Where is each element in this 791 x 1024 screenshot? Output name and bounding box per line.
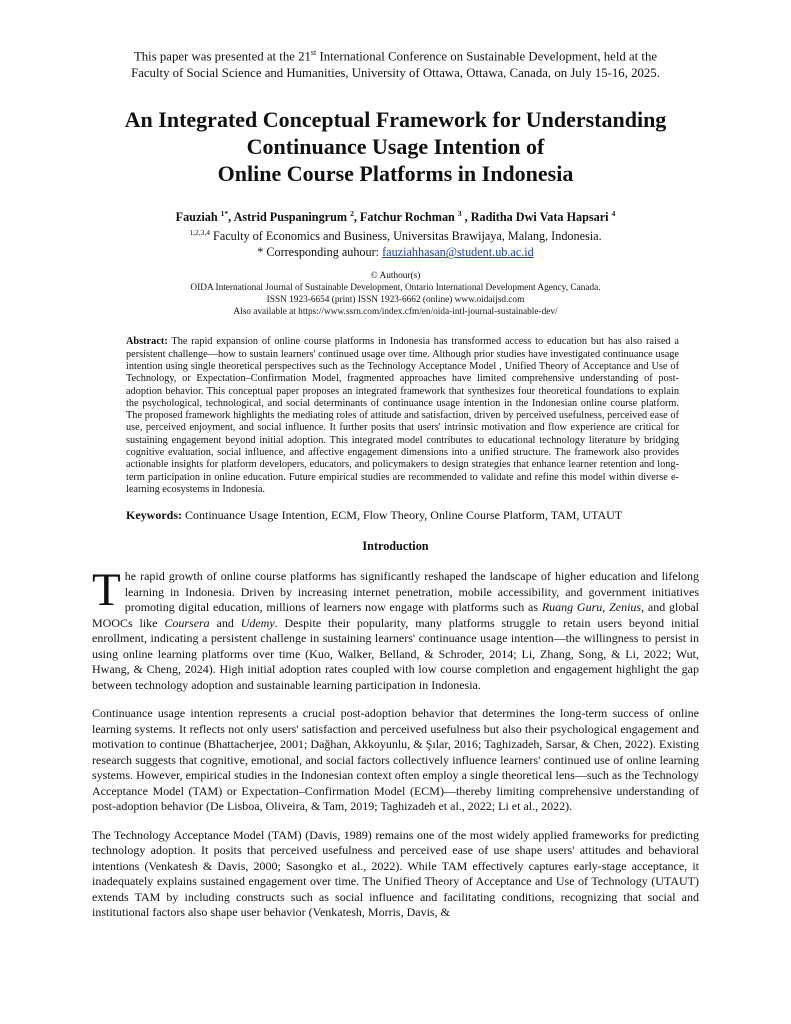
- journal-line: OIDA International Journal of Sustainable Development, Ontario International Development Agency, Canada.: [190, 283, 601, 294]
- conference-note-line1: This paper was presented at the 21st International Conference on Sustainable Development, held at the: [133, 48, 658, 64]
- paper-title: An Integrated Conceptual Framework for Understanding Continuance Usage Intention of Online Course Platforms in Indonesia: [124, 107, 667, 187]
- affiliation: $^{1,2,3,4}$ Faculty of Economics and Business, Universitas Brawijaya, Malang, Indonesia.: [189, 228, 602, 244]
- availability-line: Also available at https://www.ssrn.com/index.cfm/en/oida-intl-journal-sustainable-dev/: [233, 307, 558, 318]
- author-list: Fauziah $^{1*}$, Astrid Puspaningrum $^2$, Fatchur Rochman $^3$ , Raditha Dwi Vata Hapsari $^4$: [175, 209, 616, 225]
- keywords: [126, 508, 679, 523]
- intro-paragraph-1: The rapid growth of online course platforms has significantly reshaped the landscape of higher education and lifelong learning in Indonesia. Driven by increasing internet penetration, mobile accessibility, and government initiatives promoting digital education, millions of learners now engage with platforms such as Ruang Guru, Zenius, and global MOOCs like Coursera and Udemy. Despite their popularity, many platforms struggle to retain users beyond initial enrollment, indicating a persistent challenge in sustaining learners' continuance usage intention—the willingness to persist in using online learning platforms over time (Kuo, Walker, Belland, & Schroder, 2014; Li, Zhang, Song, & Li, 2022; Wut, Hwang, & Cheng, 2024). High initial adoption rates coupled with low course completion and engagement highlight the gap between technology adoption and sustainable learning participation in Indonesia.: [92, 564, 699, 692]
- intro-paragraph-3: The Technology Acceptance Model (TAM) (Davis, 1989) remains one of the most widely applied frameworks for predicting technology adoption. It posits that perceived usefulness and perceived ease of use shape users' attitudes and behavioral intentions (Venkatesh & Davis, 2000; Sasongko et al., 2022). While TAM effectively captures early-stage acceptance, it inadequately explains sustained engagement over time. The Unified Theory of Acceptance and Use of Technology (UTAUT) extends TAM by including constructs such as social influence and facilitating conditions, recognizing that social and institutional factors also shape user behavior (Venkatesh, Morris, Davis, &: [92, 827, 699, 920]
- corresponding-email-link[interactable]: fauziahhasan@student.ub.ac.id: [382, 245, 534, 260]
- keywords-label: Keywords:: [126, 508, 182, 523]
- issn-line: ISSN 1923-6654 (print) ISSN 1923-6662 (online) www.oidaijsd.com: [266, 295, 525, 306]
- section-heading-introduction: Introduction: [362, 539, 429, 554]
- corresponding-author: * Corresponding auhour: fauziahhasan@student.ub.ac.id: [257, 245, 534, 260]
- copyright-block: [92, 270, 699, 318]
- conference-note: [92, 44, 699, 82]
- keywords-text: Continuance Usage Intention, ECM, Flow Theory, Online Course Platform, TAM, UTAUT: [182, 508, 623, 523]
- intro-paragraph-2: Continuance usage intention represents a crucial post-adoption behavior that determines the long-term success of online learning systems. It reflects not only users' satisfaction and perceived usefulness but also their psychological engagement and motivation to continue (Bhattacherjee, 2001; Dağhan, Akkoyunlu, & Şılar, 2016; Taghizadeh, Sarsar, & Chen, 2022). Existing research suggests that cognitive, emotional, and social factors collectively influence learners' continued use of online learning systems. However, empirical studies in the Indonesian context often employ a single theoretical lens—such as the Technology Acceptance Model (TAM) or Expectation–Confirmation Model (ECM)—thereby limiting comprehensive understanding of post-adoption behavior (De Lisboa, Oliveira, & Tam, 2019; Taghizadeh et al., 2022; Li et al., 2022).: [92, 706, 699, 814]
- copyright-line: © Authour(s): [370, 271, 421, 282]
- abstract-text: The rapid expansion of online course platforms in Indonesia has transformed access to education but has also raised a persistent challenge—how to sustain learners' continued usage over time. Although prior studies have investigated continuance usage intention using single theoretical perspectives such as the Technology Acceptance Model , Unified Theory of Acceptance and Use of Technology, or Expectation–Confirmation Model, fragmented approaches have limited comprehensive understanding of post-adoption behavior. This conceptual paper proposes an integrated framework that synthesizes four theoretical foundations to explain the psychological, technological, and social determinants of continuance usage intention in the Indonesian online course platform. The proposed framework highlights the mediating roles of attitude and satisfaction, driven by perceived usefulness, perceived ease of use, perceived enjoyment, and social influence. It further posits that users' intrinsic motivation and flow experience are critical for sustaining engagement beyond initial adoption. This integrated model contributes to educational technology literature by bridging cognitive evaluation, social influence, and affective engagement dimensions into a unified structure. The framework also provides actionable insights for platform developers, educators, and policymakers to design strategies that enhance learner retention and long-term participation in online education. Future empirical studies are recommended to validate and refine this model within diverse e-learning ecosystems in Indonesia.: [126, 336, 679, 495]
- conference-note-line2: Faculty of Social Science and Humanities, University of Ottawa, Ottawa, Canada, on July 15-16, 2025.: [131, 66, 660, 81]
- abstract: [126, 336, 679, 496]
- drop-cap: T: [92, 564, 121, 617]
- abstract-label: Abstract:: [126, 336, 168, 348]
